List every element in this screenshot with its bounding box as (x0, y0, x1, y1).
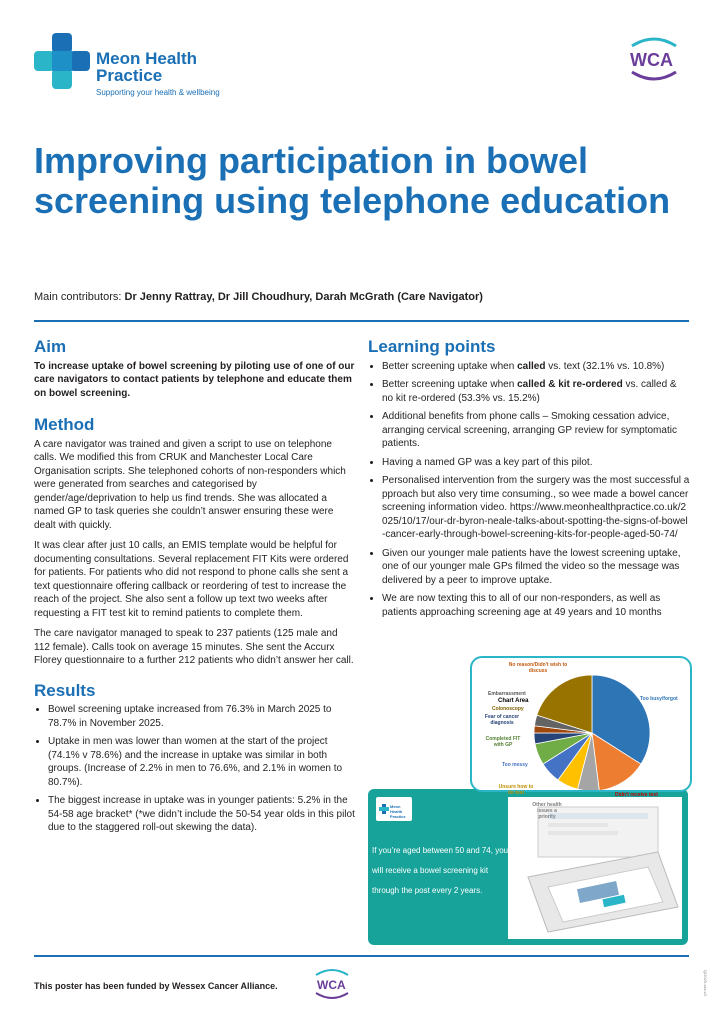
kit-mini-logo (376, 797, 412, 821)
footer-wca-logo (312, 968, 352, 1000)
learning-item: • Personalised intervention from the surgery was the most successful approach but also very time consuming., so wee made a bowel cancer screening information video. https://www.meonhealthpractice.co.uk/2025/10/17/our-dr-byron-neale-talks-about-spotting-the-signs-of-bowel-cancer-early-through-bowel-screening-kits-for-people-aged-50-74/ (382, 474, 690, 542)
pie-label-other-health: Other health issues a priority (532, 802, 562, 820)
aim-text: To increase uptake of bowel screening by piloting use of one of our care navigators to contact patients by telephone and educate them on bowel screening. (34, 360, 355, 399)
results-item: • The biggest increase in uptake was in younger patients: 5.2% in the 54-58 age bracket* (*we didn’t include the 50-54 year olds in this pilot due to the staggered roll-out skewing the data). (48, 794, 356, 835)
pie-tooltip: Chart Area (498, 698, 529, 704)
poster-title: Improving participation in bowel screening using telephone education (34, 140, 671, 221)
poster-code: QI2025-xxx-v3 (703, 970, 708, 997)
pie-label-too-messy: Too messy (502, 762, 528, 768)
learning-item: • Additional benefits from phone calls – Smoking cessation advice, arranging cervical screening, arranging GP review for symptomatic patients. (382, 410, 690, 451)
mini-cross-icon (379, 804, 389, 814)
learning-item: • We are now texting this to all of our non-responders, as well as patients approaching screening age at 49 years and 10 months (382, 592, 690, 619)
results-list (34, 703, 356, 835)
contributors-names: Dr Jenny Rattray, Dr Jill Choudhury, Darah McGrath (Care Navigator) (124, 291, 483, 303)
funding-statement: This poster has been funded by Wessex Cancer Alliance. (34, 981, 278, 991)
learning-heading: Learning points (368, 337, 496, 356)
results-heading: Results (34, 680, 96, 700)
pie-label-colonoscopy: Colonoscopy (492, 706, 524, 712)
learning-item: • Having a named GP was a key part of this pilot. (382, 456, 690, 470)
footer-divider (34, 955, 689, 957)
kit-mini-logo-text: Meon Health Practice (390, 804, 406, 819)
footer-wca-text: WCA (317, 978, 346, 992)
kit-card (368, 789, 688, 945)
pie-chart-card (470, 656, 692, 820)
pie-label-didnt-receive: Didn't receive test (615, 792, 658, 798)
pie-label-embarrassment: Embarrassment (488, 691, 526, 697)
results-item: • Uptake in men was lower than women at the start of the project (74.1% v 78.6%) and the increase in uptake was similar in both groups. (Increase of 2.2% in men to 76.6%, and 2.1% in women to 80.7%). (48, 735, 356, 789)
contributors-label: Main contributors: (34, 291, 122, 303)
method-paragraph: It was clear after just 10 calls, an EMIS template would be helpful for documenting consultations. Several replacement FIT Kits were ordered for patients. For patients who did not respond to phone calls she sent a text questionnaire offering callback or reordering of test to increase the reach of the project. She also sent a follow up text two weeks after requesting a FIT test kit to remind patients to complete them. (34, 540, 349, 619)
left-column (34, 337, 356, 840)
contributors (34, 291, 483, 303)
learning-list (368, 360, 690, 620)
pie-label-no-reason: No reason/Didn't wish to discuss (508, 662, 568, 674)
pie-label-unsure: Unsure how to do test (498, 784, 534, 796)
wca-logo (624, 36, 684, 82)
right-column (368, 337, 690, 624)
meon-cross-logo (34, 33, 90, 89)
method-paragraph: A care navigator was trained and given a script to use on telephone calls. We modified this from CRUK and Manchester Local Care Organisation scripts. She telephoned cohorts of non-responders which were generated from searches and categorised by gender/age/deprivation to help us find trends. She was allocated a named GP to task queries she couldn’t answer ensuring these were dealt with quickly. (34, 438, 346, 531)
pie-label-fear: Fear of cancer diagnosis (484, 714, 520, 726)
wca-logo-text: WCA (630, 50, 673, 70)
aim-heading: Aim (34, 337, 67, 356)
results-item: • Bowel screening uptake increased from 76.3% in March 2025 to 78.7% in November 2025. (48, 703, 356, 730)
kit-card-text: If you’re aged between 50 and 74, you will receive a bowel screening kit through the post every 2 years. (372, 846, 509, 895)
pie-label-completed-fit: Completed FIT with GP (485, 736, 521, 748)
brand-tagline: Supporting your health & wellbeing (96, 88, 220, 97)
learning-item: • Better screening uptake when called & kit re-ordered vs. called & no kit re-ordered (53.3% vs. 15.2%) (382, 378, 690, 405)
pie-label-too-busy: Too busy/forgot (640, 696, 678, 702)
learning-item: • Given our younger male patients have the lowest screening uptake, one of our younger male GPs filmed the video so the message was delivered by a peer to improve uptake. (382, 547, 690, 588)
method-heading: Method (34, 415, 95, 434)
method-paragraph: The care navigator managed to speak to 237 patients (125 male and 112 female). Calls took on average 15 minutes. She sent the Accurx Florey questionnaire to a further 212 patients who didn’t answer her call. (34, 628, 354, 666)
brand-name: Meon Health Practice (96, 49, 198, 85)
header-divider (34, 320, 689, 322)
learning-item: • Better screening uptake when called vs. text (32.1% vs. 10.8%) (382, 360, 690, 374)
